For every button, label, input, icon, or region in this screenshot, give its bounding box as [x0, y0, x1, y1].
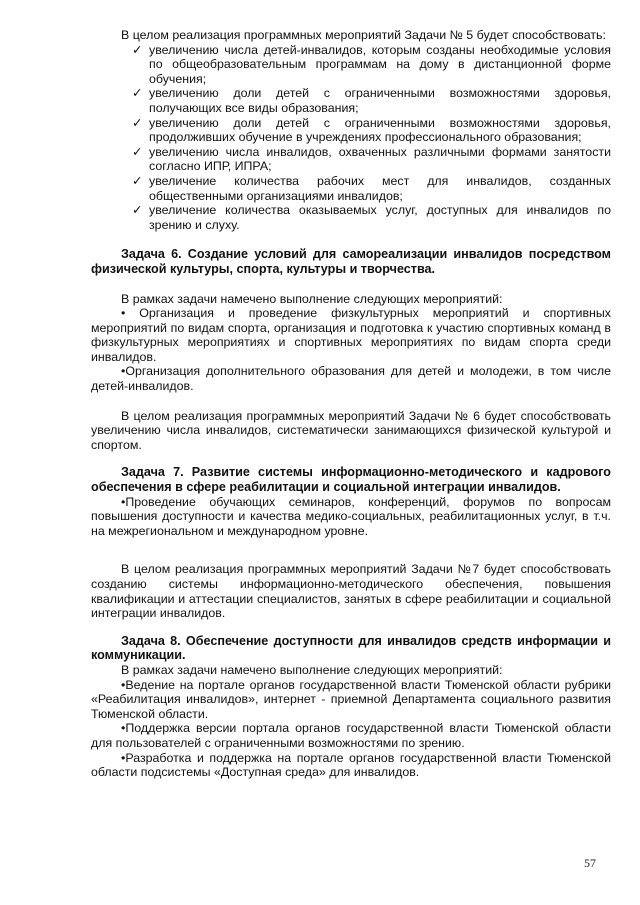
- task8-heading: Задача 8. Обеспечение доступности для инвалидов средств информации и коммуникации.: [91, 633, 611, 663]
- task8-measure-2: •Поддержка версии портала органов государственной власти Тюменской области для пользователей с ограниченными возможностями по зрению.: [91, 721, 611, 750]
- task7-heading: Задача 7. Развитие системы информационно-методического и кадрового обеспечения в сфере реабилитации и социальной интеграции инвалидов.: [91, 465, 611, 495]
- bullet-icon: •: [121, 721, 126, 736]
- list-item: ✓ увеличению числа инвалидов, охваченных различными формами занятости согласно ИПР, ИПРА;: [132, 144, 611, 174]
- check-mark-icon: ✓: [132, 144, 143, 159]
- check-mark-icon: ✓: [132, 86, 143, 101]
- list-item: ✓ увеличение количества оказываемых услуг, доступных для инвалидов по зрению и слуху.: [132, 203, 611, 232]
- task8-measure-3: •Разработка и поддержка на портале органов государственной власти Тюменской области подсистемы «Доступная среда» для инвалидов.: [91, 750, 611, 780]
- task6-intro: В рамках задачи намечено выполнение следующих мероприятий:: [121, 291, 503, 306]
- task8-intro: В рамках задачи намечено выполнение следующих мероприятий:: [121, 662, 503, 677]
- document-body: [91, 28, 611, 780]
- task6-measure-2: •Организация дополнительного образования для детей и молодежи, в том числе детей-инвалидов.: [91, 364, 611, 394]
- task8-measure-1: •Ведение на портале органов государственной власти Тюменской области рубрики «Реабилитация инвалидов», интернет - приемной Департамента социального развития Тюменской области.: [91, 677, 611, 721]
- task6-measure-1: • Организация и проведение физкультурных мероприятий и спортивных мероприятий по видам спорта, организация и подготовка к участию спортивных команд в физкультурных мероприятиях и спортивных мероприятиях по видам спорта среди инвалидов.: [91, 306, 611, 364]
- page-number: 57: [584, 856, 596, 870]
- check-mark-icon: ✓: [132, 203, 143, 218]
- bullet-icon: •: [121, 306, 126, 321]
- check-mark-icon: ✓: [132, 115, 143, 130]
- check-mark-icon: ✓: [132, 42, 143, 57]
- check-mark-icon: ✓: [132, 173, 143, 188]
- bullet-icon: •: [121, 677, 126, 692]
- task5-result-intro: В целом реализация программных мероприятий Задачи № 5 будет способствовать:: [121, 28, 606, 42]
- list-item: ✓ увеличению доли детей с ограниченными возможностями здоровья, продолживших обучение в учреждениях профессионального образования;: [132, 115, 611, 145]
- task6-result: В целом реализация программных мероприятий Задачи № 6 будет способствовать увеличению числа инвалидов, систематически занимающихся физической культурой и спортом.: [91, 408, 611, 452]
- task6-heading: Задача 6. Создание условий для самореализации инвалидов посредством физической культуры, спорта, культуры и творчества.: [91, 247, 611, 276]
- task7-measure-1: •Проведение обучающих семинаров, конференций, форумов по вопросам повышения доступности и качества медико-социальных, реабилитационных услуг, в т.ч. на межрегиональном и международном уровне.: [91, 494, 611, 538]
- list-item: ✓ увеличению числа детей-инвалидов, которым созданы необходимые условия по общеобразовательным программам на дому в дистанционной форме обучения;: [132, 42, 611, 86]
- list-item: ✓ увеличение количества рабочих мест для инвалидов, созданных общественными организациями инвалидов;: [132, 173, 611, 203]
- bullet-icon: •: [121, 750, 126, 765]
- task5-results-list: [91, 43, 611, 233]
- bullet-icon: •: [121, 364, 126, 379]
- bullet-icon: •: [121, 494, 126, 509]
- task7-result: В целом реализация программных мероприятий Задачи №7 будет способствовать созданию системы информационно-методического обеспечения, повышения квалификации и аттестации специалистов, занятых в сфере реабилитации и социальной интеграции инвалидов.: [91, 562, 611, 621]
- list-item: ✓ увеличению доли детей с ограниченными возможностями здоровья, получающих все виды образования;: [132, 86, 611, 115]
